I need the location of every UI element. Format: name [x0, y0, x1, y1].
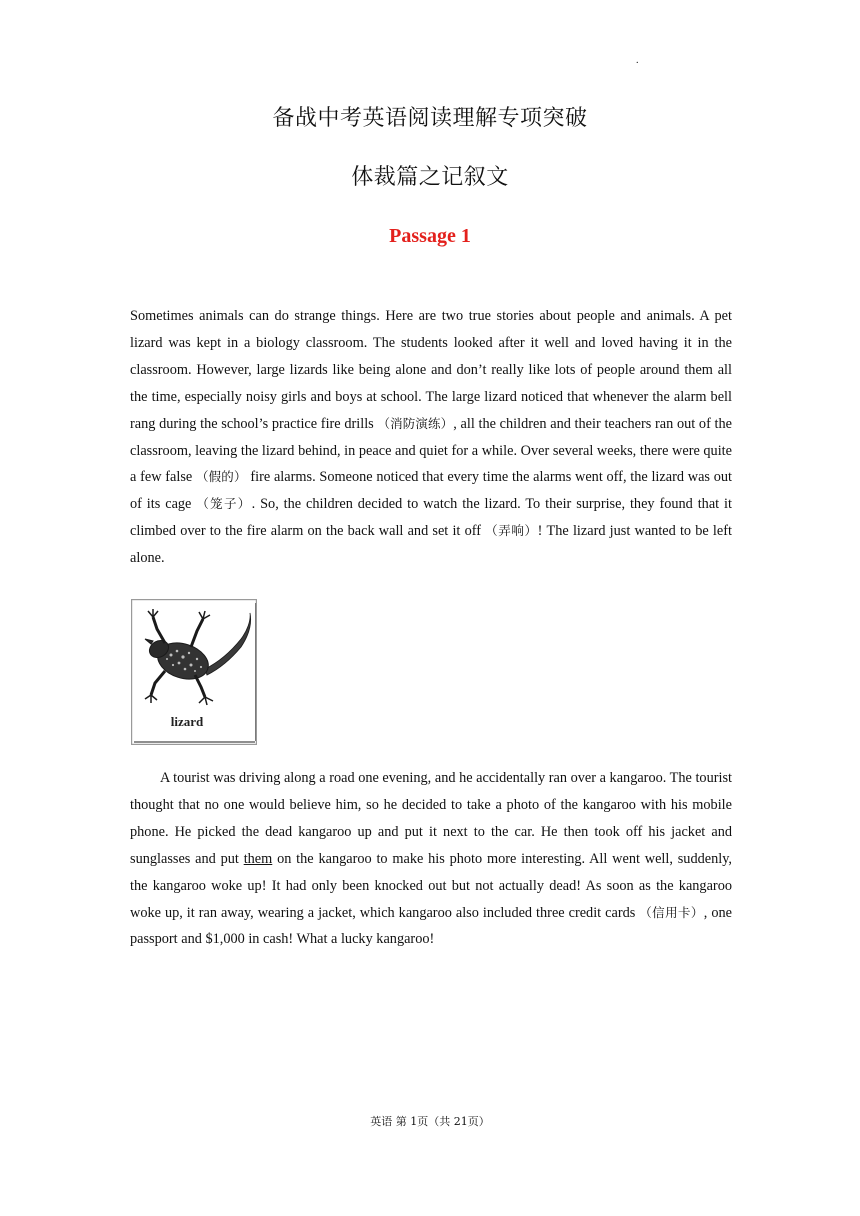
paragraph-text: fire alarms. Someone noticed that every time the alarms went off, the lizard was out of its cage	[130, 469, 732, 513]
gloss-credit-cards: （信用卡）	[639, 904, 704, 920]
lizard-figure	[131, 599, 257, 745]
page-footer: 英语 第 1页（共 21页）	[370, 1115, 490, 1128]
underlined-word: them	[243, 850, 273, 867]
paragraph-text: on the kangaroo to make his photo more interesting. All went well, suddenly, the kangaroo woke up! It had only been knocked out but not actually dead! As soon as the kangaroo woke up, it ran away, wearing a jacket, which kangaroo also included three credit cards	[130, 850, 732, 921]
gloss-fire-drills: （消防演练）	[377, 415, 454, 431]
paragraph-text: A tourist was driving along a road one evening, and he accidentally ran over a kangaroo. The tourist thought that no one would believe him, so he decided to take a photo of the kangaroo with his mobile phone. He picked the dead kangaroo up and put it next to the car. He then took off his jacket and sunglasses and put	[130, 770, 732, 867]
paragraph-text: ! The lizard just wanted to be left alone.	[130, 523, 732, 567]
gloss-cage: （笼子）	[196, 496, 252, 512]
document-title: 备战中考英语阅读理解专项突破	[272, 106, 588, 131]
paragraph-kangaroo-story	[130, 765, 732, 953]
gloss-false: （假的）	[195, 469, 247, 485]
gloss-set-off: （弄响）	[485, 523, 538, 539]
figure-caption: lizard	[170, 714, 204, 729]
passage-heading: Passage 1	[389, 225, 471, 247]
lizard-illustration	[131, 599, 257, 745]
document-subtitle: 体裁篇之记叙文	[351, 165, 509, 190]
paragraph-lizard-story	[130, 303, 732, 572]
paragraph-text: , one passport and $1,000 in cash! What a lucky kangaroo!	[130, 904, 732, 948]
paragraph-text: . So, the children decided to watch the lizard. To their surprise, they found that it climbed over to the fire alarm on the back wall and set it off	[130, 496, 732, 540]
paragraph-text: Sometimes animals can do strange things. Here are two true stories about people and animals. A pet lizard was kept in a biology classroom. The students looked after it well and loved having it in the classroom. However, large lizards like being alone and don’t really like lots of people around them all the time, especially noisy girls and boys at school. The large lizard noticed that whenever the alarm bell rang during the school’s practice fire drills	[130, 308, 732, 432]
corner-mark: .	[636, 55, 639, 66]
paragraph-text: , all the children and their teachers ran out of the classroom, leaving the lizard behind, in peace and quiet for a while. Over several weeks, there were quite a few false	[130, 415, 733, 486]
